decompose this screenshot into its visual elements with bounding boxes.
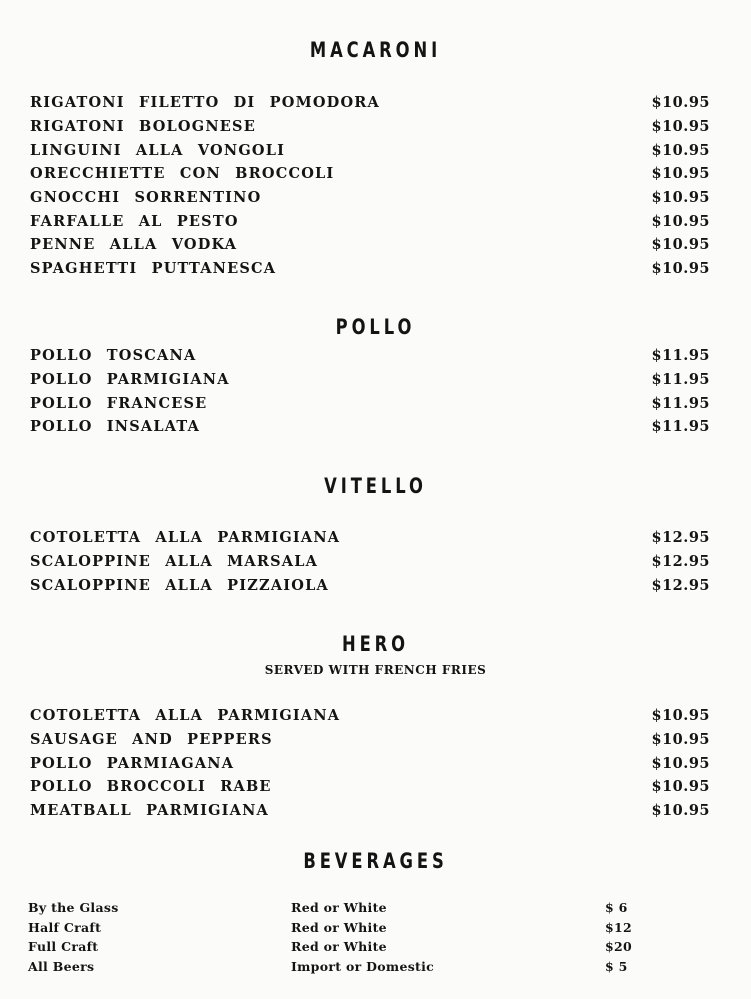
item-name: POLLO FRANCESE [30,394,208,412]
menu-item [30,728,710,752]
menu-item [30,91,710,115]
section-title-vitello: VITELLO [324,474,427,498]
beverage-type: Red or White [291,939,387,955]
beverage-row [28,939,668,959]
beverages-table [28,900,668,979]
vitello-list [30,526,710,597]
item-price: $10.95 [651,118,710,136]
menu-item [30,704,710,728]
item-price: $10.95 [651,94,710,112]
item-name: POLLO BROCCOLI RABE [30,778,272,796]
beverage-row [28,900,668,920]
item-name: MEATBALL PARMIGIANA [30,802,269,820]
item-name: PENNE ALLA VODKA [30,236,238,254]
beverage-type: Red or White [291,919,387,935]
item-name: SAUSAGE AND PEPPERS [30,731,273,749]
item-name: POLLO INSALATA [30,418,201,436]
section-title-hero: HERO [341,632,410,656]
item-price: $10.95 [651,802,710,820]
item-name: LINGUINI ALLA VONGOLI [30,141,286,159]
menu-item [30,138,710,162]
item-name: FARFALLE AL PESTO [30,212,239,230]
section-title-beverages: BEVERAGES [303,849,448,873]
item-price: $11.95 [651,371,710,389]
beverage-size: By the Glass [28,900,119,915]
item-name: SCALOPPINE ALLA MARSALA [30,553,319,571]
item-price: $10.95 [651,236,710,254]
item-name: ORECCHIETTE CON BROCCOLI [30,165,335,183]
item-price: $12.95 [651,529,710,547]
item-name: POLLO TOSCANA [30,347,197,365]
item-price: $10.95 [651,260,710,278]
beverage-size: Half Craft [28,919,102,935]
menu-item [30,573,710,597]
menu-item [30,526,710,550]
item-price: $10.95 [651,141,710,159]
hero-subtitle: SERVED WITH FRENCH FRIES [264,663,487,677]
beverage-size: Full Craft [28,939,99,955]
section-title-pollo: POLLO [335,315,416,339]
menu-item [30,391,710,415]
item-name: POLLO PARMIGIANA [30,371,230,389]
item-price: $10.95 [651,731,710,749]
item-name: SPAGHETTI PUTTANESCA [30,260,277,278]
menu-item [30,209,710,233]
menu-item [30,344,710,368]
beverage-price: $12 [605,919,632,935]
beverage-price: $20 [605,939,632,955]
menu-item [30,257,710,281]
item-price: $10.95 [651,165,710,183]
item-name: RIGATONI FILETTO DI POMODORA [30,94,380,112]
item-price: $11.95 [651,347,710,365]
item-name: COTOLETTA ALLA PARMIGIANA [30,529,341,547]
beverage-type: Red or White [291,900,387,915]
item-price: $12.95 [651,553,710,571]
beverage-row [28,920,668,940]
beverage-price: $ 6 [605,900,628,915]
menu-item [30,751,710,775]
menu-item [30,162,710,186]
menu-item [30,550,710,574]
menu-item [30,415,710,439]
section-title-macaroni: MACARONI [309,38,442,62]
item-price: $10.95 [651,189,710,207]
hero-list [30,704,710,822]
macaroni-list [30,91,710,281]
item-price: $11.95 [651,394,710,412]
item-name: POLLO PARMIAGANA [30,754,235,772]
menu-item [30,233,710,257]
item-price: $10.95 [651,212,710,230]
pollo-list [30,344,710,439]
beverage-size: All Beers [28,959,95,975]
item-price: $12.95 [651,576,710,594]
menu-item [30,186,710,210]
item-name: COTOLETTA ALLA PARMIGIANA [30,707,341,725]
item-name: RIGATONI BOLOGNESE [30,118,256,136]
item-price: $11.95 [651,418,710,436]
item-name: SCALOPPINE ALLA PIZZAIOLA [30,576,329,594]
beverage-type: Import or Domestic [291,959,435,975]
beverage-price: $ 5 [605,959,628,975]
menu-item [30,799,710,823]
menu-item [30,115,710,139]
item-name: GNOCCHI SORRENTINO [30,189,262,207]
menu-item [30,775,710,799]
menu-item [30,368,710,392]
beverage-row [28,959,668,979]
item-price: $10.95 [651,707,710,725]
item-price: $10.95 [651,754,710,772]
item-price: $10.95 [651,778,710,796]
